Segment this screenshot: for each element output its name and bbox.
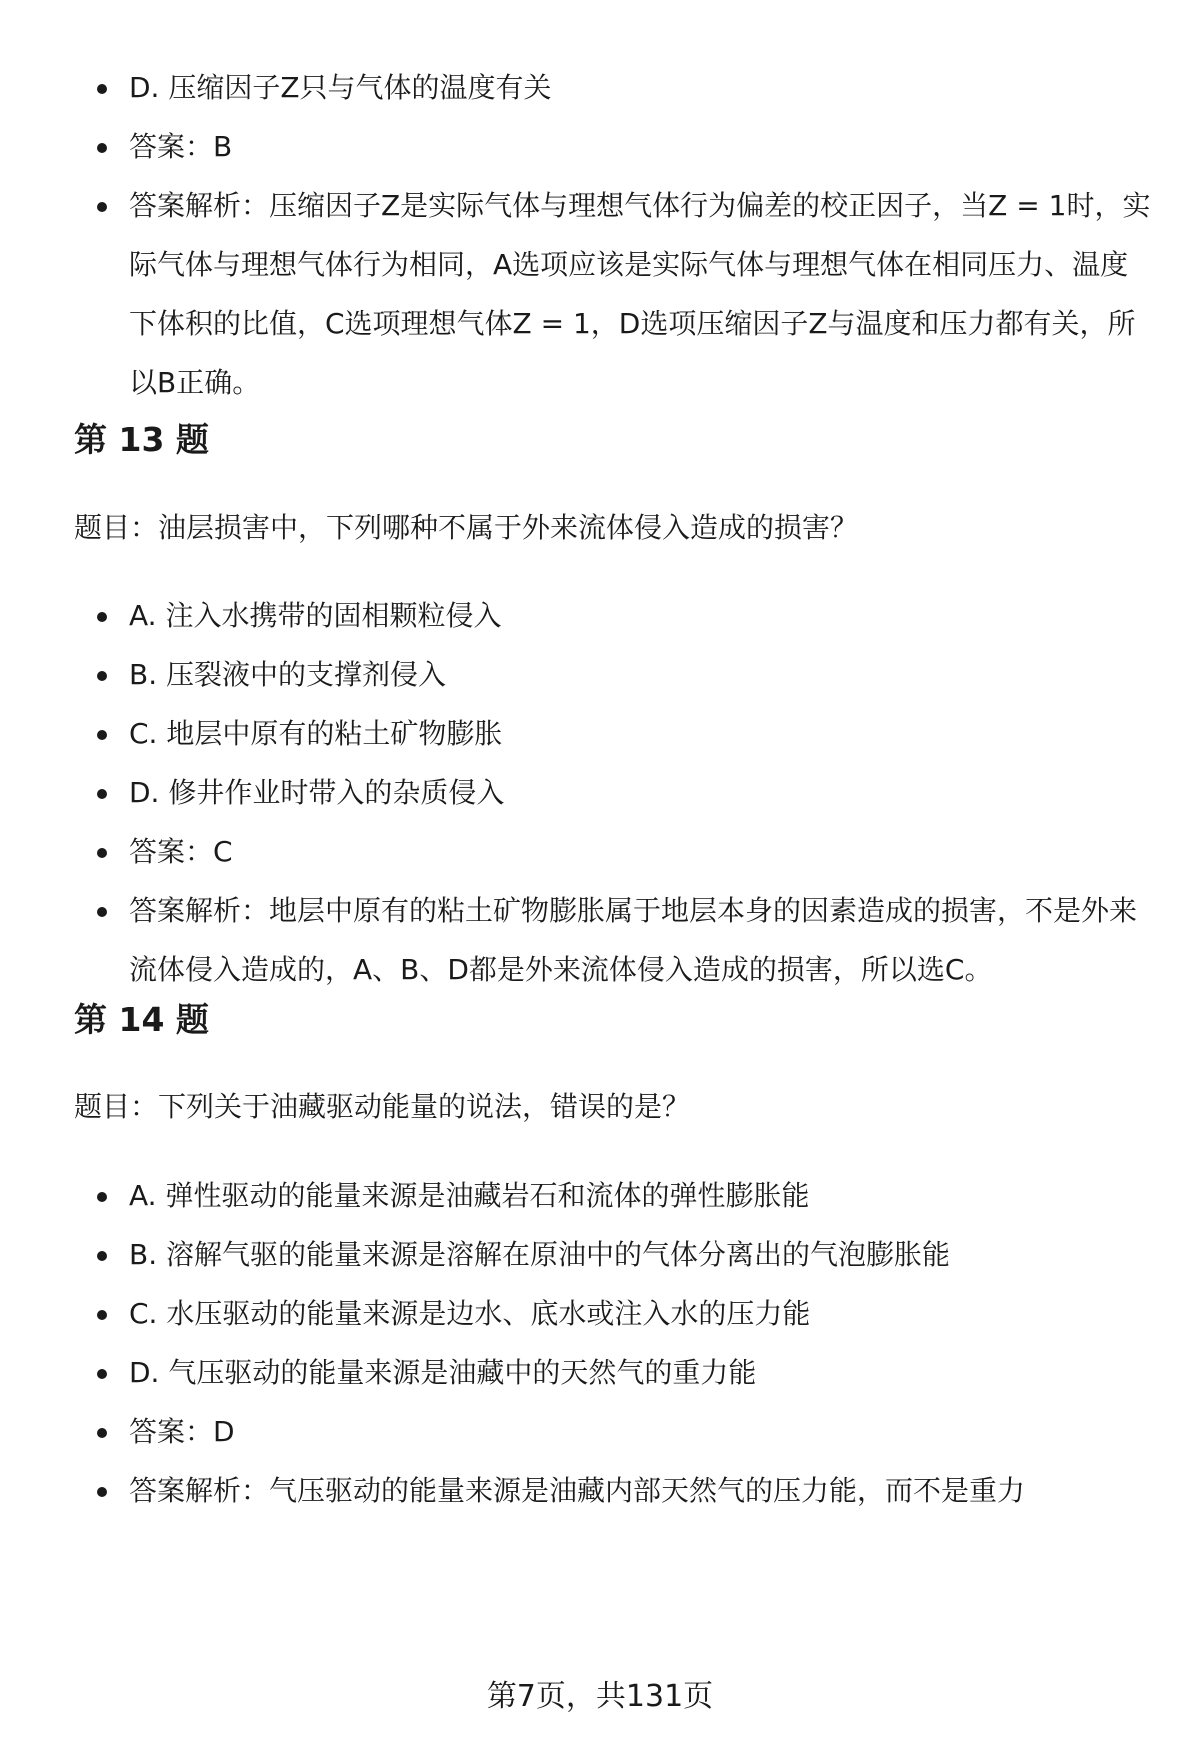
- list-item: B. 压裂液中的支撑剂侵入: [95, 645, 1155, 704]
- q12-tail-list: [95, 58, 1155, 412]
- list-item: A. 注入水携带的固相颗粒侵入: [95, 586, 1155, 645]
- list-item: C. 地层中原有的粘土矿物膨胀: [95, 704, 1155, 763]
- list-item: D. 压缩因子Z只与气体的温度有关: [95, 58, 1155, 117]
- list-item: 答案解析：气压驱动的能量来源是油藏内部天然气的压力能，而不是重力: [95, 1461, 1155, 1520]
- list-item: 答案：B: [95, 117, 1155, 176]
- list-item: A. 弹性驱动的能量来源是油藏岩石和流体的弹性膨胀能: [95, 1166, 1155, 1225]
- question-14-heading: 第 14 题: [74, 1000, 209, 1039]
- list-item: 答案：C: [95, 822, 1155, 881]
- question-13-heading: 第 13 题: [74, 420, 209, 459]
- list-item: 答案：D: [95, 1402, 1155, 1461]
- question-13-options: [95, 586, 1155, 999]
- list-item: 答案解析：压缩因子Z是实际气体与理想气体行为偏差的校正因子，当Z = 1时，实际气体与理想气体行为相同，A选项应该是实际气体与理想气体在相同压力、温度下体积的比值，C选项理想气体Z = 1，D选项压缩因子Z与温度和压力都有关，所以B正确。: [95, 176, 1155, 412]
- list-item: D. 修井作业时带入的杂质侵入: [95, 763, 1155, 822]
- list-item: D. 气压驱动的能量来源是油藏中的天然气的重力能: [95, 1343, 1155, 1402]
- question-14-options: [95, 1166, 1155, 1520]
- question-14-text: 题目：下列关于油藏驱动能量的说法，错误的是？: [74, 1090, 691, 1123]
- list-item: 答案解析：地层中原有的粘土矿物膨胀属于地层本身的因素造成的损害，不是外来流体侵入造成的，A、B、D都是外来流体侵入造成的损害，所以选C。: [95, 881, 1155, 999]
- list-item: B. 溶解气驱的能量来源是溶解在原油中的气体分离出的气泡膨胀能: [95, 1225, 1155, 1284]
- list-item: C. 水压驱动的能量来源是边水、底水或注入水的压力能: [95, 1284, 1155, 1343]
- page-number: 第7页，共131页: [486, 1679, 714, 1714]
- question-13-text: 题目：油层损害中，下列哪种不属于外来流体侵入造成的损害？: [74, 511, 859, 544]
